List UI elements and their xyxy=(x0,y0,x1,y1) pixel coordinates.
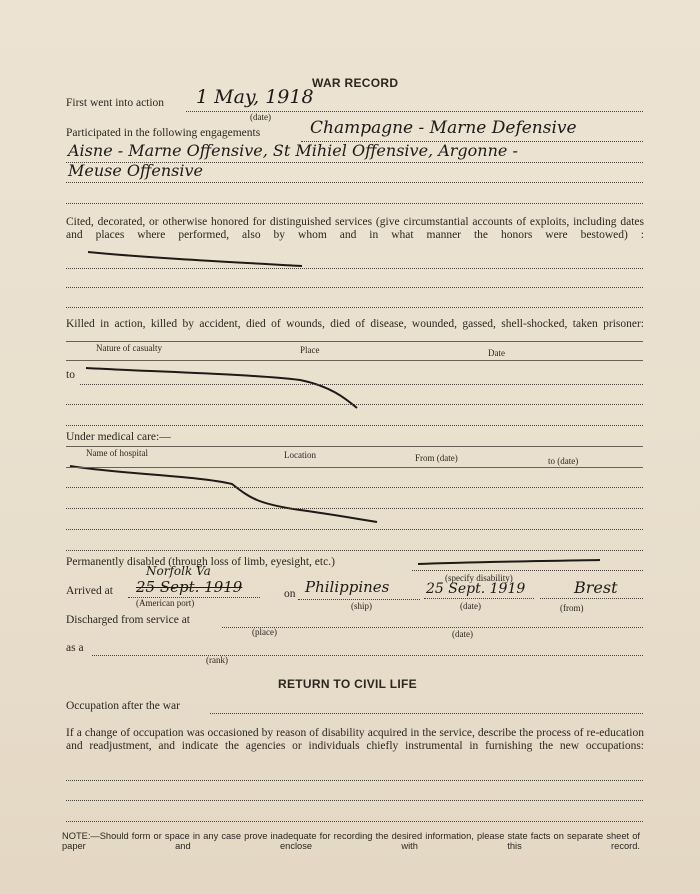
medical-line-3 xyxy=(66,529,643,530)
engagements-line-4 xyxy=(66,203,643,204)
rank-caption: (rank) xyxy=(206,655,228,665)
medical-line-4 xyxy=(66,550,643,551)
occupation-line xyxy=(210,713,643,714)
disability-strike-stroke xyxy=(418,560,600,564)
first-action-value[interactable]: 1 May, 1918 xyxy=(196,86,314,108)
medical-line-1 xyxy=(66,487,643,488)
specify-disability-caption: (specify disability) xyxy=(445,573,513,583)
casualty-instructions: Killed in action, killed by accident, died of wounds, died of disease, wounded, gassed, shell-shocked, taken prisoner: xyxy=(66,318,644,330)
arrival-date-caption: (date) xyxy=(460,601,481,611)
cited-line-1 xyxy=(66,268,643,269)
change-occupation-instructions: If a change of occupation was occasioned by reason of disability acquired in the service, describe the process of re-education and readjustment, and indicate the agencies or individuals chiefly instrumental in furnishing the new occupations: xyxy=(66,727,644,752)
arrival-date-line xyxy=(424,598,534,599)
casualty-header-rule-bottom xyxy=(66,360,643,361)
disabled-line xyxy=(412,570,643,571)
engagements-value-2[interactable]: Aisne - Marne Offensive, St Mihiel Offensive, Argonne - xyxy=(68,141,518,160)
medical-col-hospital: Name of hospital xyxy=(86,448,148,458)
ship-line xyxy=(298,599,420,600)
engagements-line-3 xyxy=(66,182,643,183)
cited-line-2 xyxy=(66,287,643,288)
ship-value[interactable]: Philippines xyxy=(305,578,390,596)
change-line-2 xyxy=(66,800,643,801)
medical-col-to: to (date) xyxy=(548,456,579,466)
change-line-1 xyxy=(66,780,643,781)
discharged-place-caption: (place) xyxy=(252,627,277,637)
medical-col-location: Location xyxy=(284,450,316,460)
cited-line-3 xyxy=(66,307,643,308)
from-line xyxy=(540,598,643,599)
first-action-date-caption: (date) xyxy=(250,112,271,122)
from-value[interactable]: Brest xyxy=(574,578,618,597)
arrived-label: Arrived at xyxy=(66,585,113,597)
footer-note: NOTE:—Should form or space in any case prove inadequate for recording the desired information, please state facts on separate sheet of paper and enclose with this record. xyxy=(62,831,640,851)
arrived-date-value[interactable]: 25 Sept. 1919 xyxy=(136,578,243,596)
casualty-col-nature: Nature of casualty xyxy=(96,343,162,353)
engagements-label: Participated in the following engagements xyxy=(66,127,261,139)
discharged-label: Discharged from service at xyxy=(66,614,191,626)
cited-instructions: Cited, decorated, or otherwise honored for distinguished services (give circumstantial accounts of exploits, including dates and places where performed, also by whom and in what manner the honors were bestowed) : xyxy=(66,216,644,241)
as-a-label: as a xyxy=(66,642,84,654)
discharged-date-caption: (date) xyxy=(452,629,473,639)
medical-col-from: From (date) xyxy=(415,453,458,463)
medical-header-rule-bottom xyxy=(66,467,643,468)
casualty-line-1 xyxy=(80,384,643,385)
casualty-col-place: Place xyxy=(300,345,320,355)
from-caption: (from) xyxy=(560,603,584,613)
arrived-port-value[interactable]: Norfolk Va xyxy=(146,564,211,578)
engagements-value-1[interactable]: Champagne - Marne Defensive xyxy=(310,118,577,138)
medical-line-2 xyxy=(66,508,643,509)
arrived-on-label: on xyxy=(284,588,296,600)
medical-care-label: Under medical care:— xyxy=(66,431,171,443)
disabled-label: Permanently disabled (through loss of limb, eyesight, etc.) xyxy=(66,556,335,568)
medical-strike-stroke xyxy=(70,466,377,522)
discharged-line xyxy=(222,627,643,628)
american-port-caption: (American port) xyxy=(136,598,195,608)
occupation-label: Occupation after the war xyxy=(66,700,180,712)
first-action-label: First went into action xyxy=(66,97,165,109)
civil-life-title: RETURN TO CIVIL LIFE xyxy=(278,677,417,691)
arrival-date-value[interactable]: 25 Sept. 1919 xyxy=(426,581,526,597)
casualty-strike-stroke xyxy=(86,368,357,408)
casualty-header-rule-top xyxy=(66,341,643,342)
ship-caption: (ship) xyxy=(351,601,372,611)
casualty-col-date: Date xyxy=(488,348,505,358)
casualty-line-3 xyxy=(66,425,643,426)
rank-line xyxy=(92,655,643,656)
casualty-to-label: to xyxy=(66,369,75,381)
casualty-line-2 xyxy=(66,404,643,405)
war-record-title: WAR RECORD xyxy=(312,76,399,90)
engagements-value-3[interactable]: Meuse Offensive xyxy=(68,161,203,180)
medical-header-rule-top xyxy=(66,446,643,447)
change-line-3 xyxy=(66,821,643,822)
